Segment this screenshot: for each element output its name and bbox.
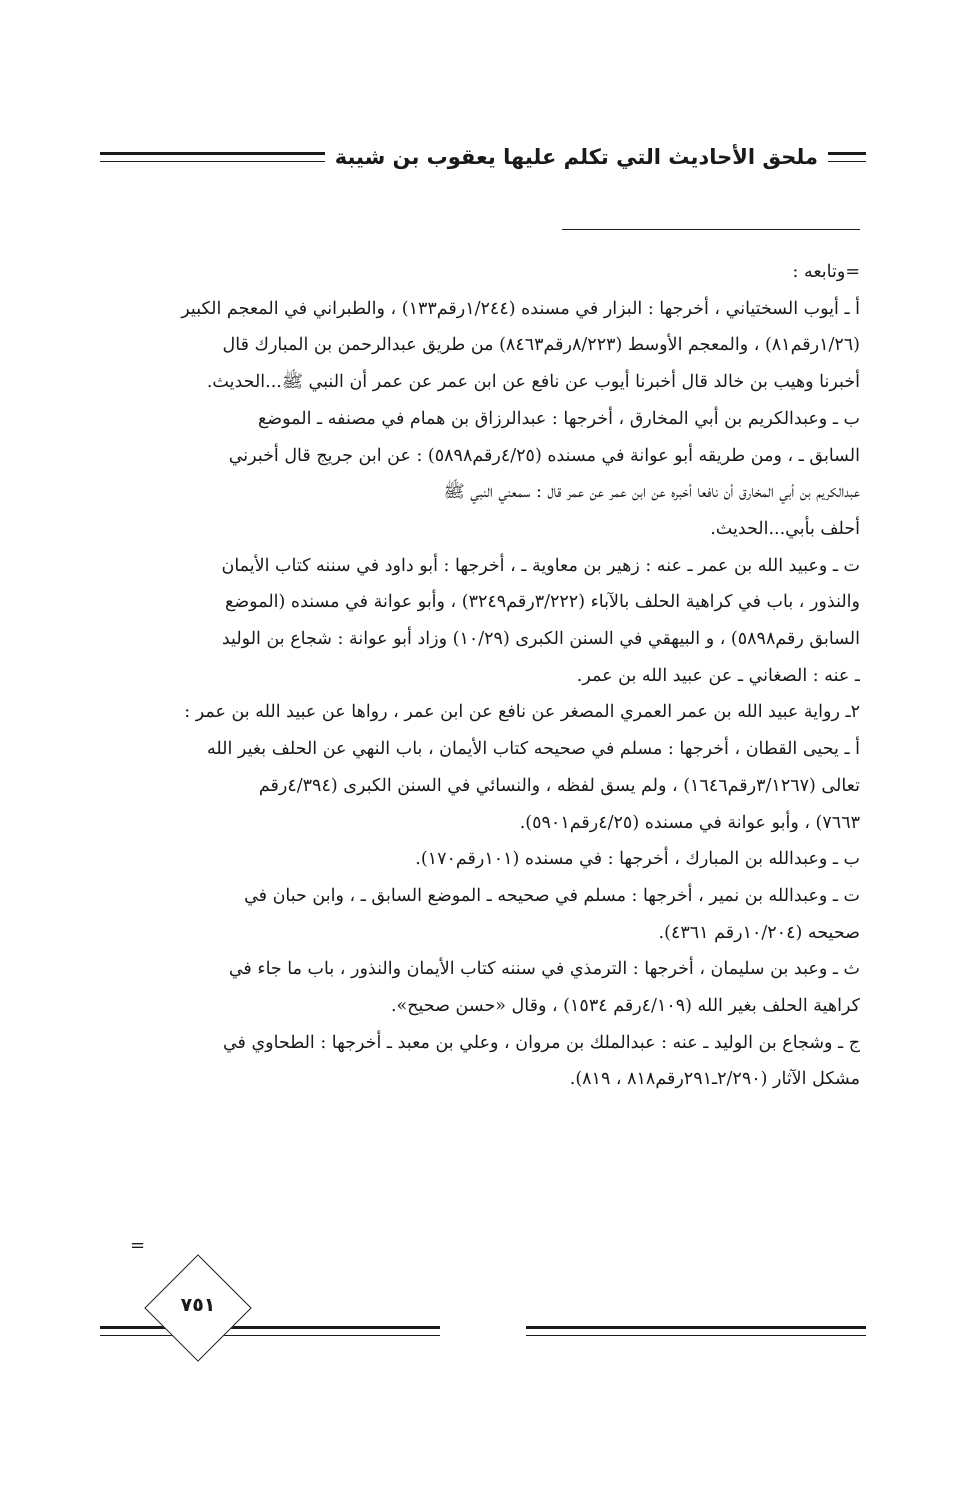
text-line: ت ـ وعبدالله بن نمير ، أخرجها : مسلم في صحيحه ـ الموضع السابق ـ ، وابن حبان في <box>244 885 860 906</box>
running-header <box>100 140 866 174</box>
text-line: ب ـ وعبدالكريم بن أبي المخارق ، أخرجها : عبدالرزاق بن همام في مصنفه ـ الموضع <box>257 408 860 429</box>
text-line: أ ـ يحيى القطان ، أخرجها : مسلم في صحيحه كتاب الأيمان ، باب النهي عن الحلف بغير الله <box>207 739 860 760</box>
text-line: ت ـ وعبيد الله بن عمر ـ عنه : زهير بن معاوية ـ ، أخرجها : أبو داود في سننه كتاب الأيمان <box>221 555 860 576</box>
running-header-title: ملحق الأحاديث التي تكلم عليها يعقوب بن شيبة <box>334 145 818 169</box>
text-line: كراهية الحلف بغير الله (٤/١٠٩رقم ١٥٣٤) ، وقال «حسن صحيح». <box>390 996 860 1017</box>
page-number: ٧٥١ <box>180 1294 216 1316</box>
text-line: ج ـ وشجاع بن الوليد ـ عنه : عبدالملك بن مروان ، وعلي بن معبد ـ أخرجها : الطحاوي في <box>222 1032 860 1053</box>
footer-rule-left <box>100 1326 440 1336</box>
footnote-separator-rule <box>562 229 860 230</box>
text-line: تعالى (٣/١٢٦٧رقم١٦٤٦) ، ولم يسق لفظه ، والنسائي في السنن الكبرى (٤/٣٩٤رقم <box>258 775 860 796</box>
text-line: السابق ـ ، ومن طريقه أبو عوانة في مسنده (٤/٢٥رقم٥٨٩٨) : عن ابن جريج قال أخبرني <box>228 445 860 466</box>
text-line: صحيحه (١٠/٢٠٤رقم ٤٣٦١). <box>658 922 860 943</box>
text-line: ـ عنه : الصغاني ـ عن عبيد الله بن عمر. <box>576 665 860 686</box>
text-line: عبدالكريم بن أبي المخارق أن نافعا أخبره عن ابن عمر عن عمر قال : سمعني النبي ﷺ <box>443 482 860 503</box>
text-line: =وتابعه : <box>792 262 860 282</box>
text-line: ث ـ وعبد بن سليمان ، أخرجها : الترمذي في سننه كتاب الأيمان والنذور ، باب ما جاء في <box>228 959 860 980</box>
text-line: أخبرنا وهيب بن خالد قال أخبرنا أيوب عن نافع عن ابن عمر عن عمر أن النبي ﷺ...الحديث. <box>206 372 860 393</box>
text-line: والنذور ، باب في كراهية الحلف بالآباء (٣/٢٢٢رقم٣٢٤٩) ، وأبو عوانة في مسنده (الموضع <box>225 592 860 613</box>
text-line: ب ـ وعبدالله بن المبارك ، أخرجها : في مسنده (١٠١رقم١٧٠). <box>415 849 860 870</box>
text-line: السابق رقم٥٨٩٨) ، و البيهقي في السنن الكبرى (١٠/٢٩) وزاد أبو عوانة : شجاع بن الوليد <box>221 629 860 650</box>
text-line: ٢ـ رواية عبيد الله بن عمر العمري المصغر عن نافع عن ابن عمر ، رواها عن عبيد الله بن عمر : <box>184 702 860 723</box>
footnote-body <box>104 254 860 1098</box>
text-line: أحلف بأبي...الحديث. <box>710 518 860 539</box>
text-line: ٧٦٦٣) ، وأبو عوانة في مسنده (٤/٢٥رقم٥٩٠١). <box>519 812 860 833</box>
header-rule-left <box>100 152 325 162</box>
text-line: أ ـ أيوب السختياني ، أخرجها : البزار في مسنده (١/٢٤٤رقم١٣٣) ، والطبراني في المعجم الكبير <box>181 298 860 319</box>
text-line: مشكل الآثار (٢/٢٩٠ـ٢٩١رقم٨١٨ ، ٨١٩). <box>569 1069 860 1090</box>
text-line: (١/٢٦رقم٨١) ، والمعجم الأوسط (٨/٢٢٣رقم٨٤٦٣) من طريق عبدالرحمن بن المبارك قال <box>222 335 860 356</box>
header-rule-right <box>828 152 866 162</box>
footer-rule-right <box>526 1326 866 1336</box>
continuation-mark: = <box>130 1235 146 1256</box>
